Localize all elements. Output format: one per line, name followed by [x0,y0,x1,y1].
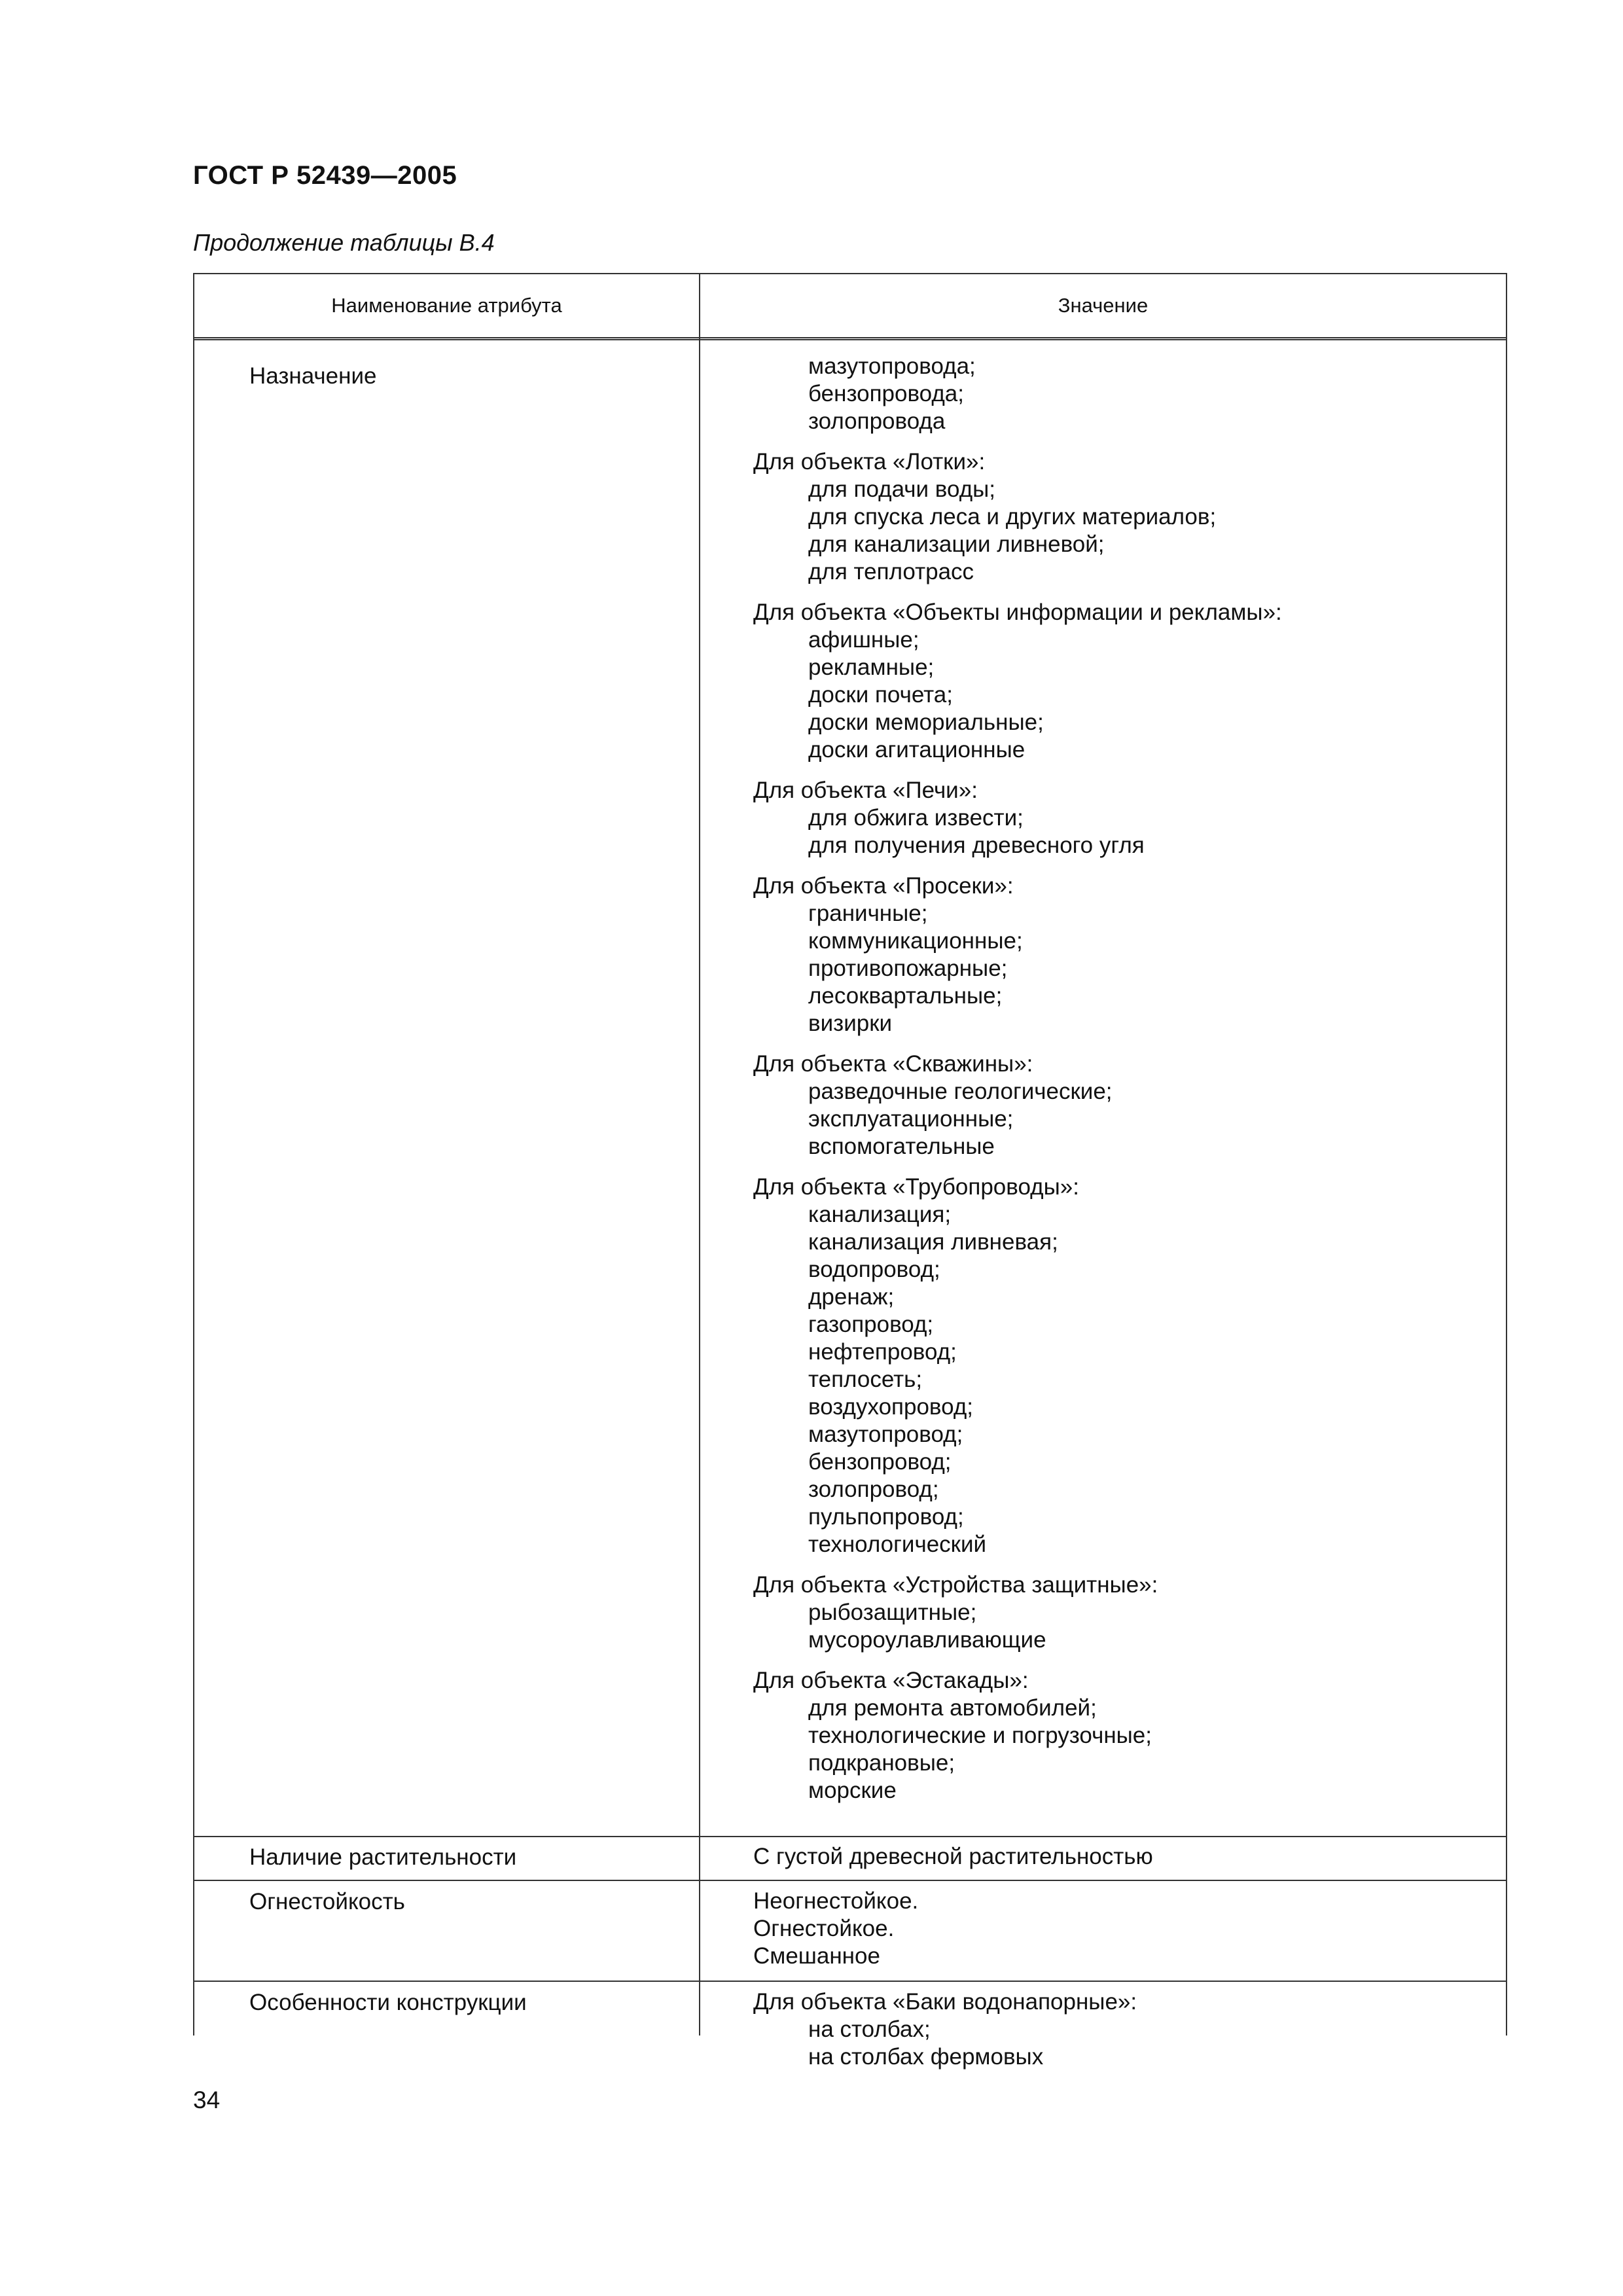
value-line: С густой древесной растительностью [753,1844,1153,1869]
object-heading: Для объекта «Баки водонапорные»: [753,1989,1137,2015]
value-cell [753,1888,918,1970]
value-group [753,448,1282,586]
document-code: ГОСТ Р 52439—2005 [193,161,457,190]
value-item: мазутопровод; [808,1422,963,1447]
value-group [753,1571,1282,1654]
value-item: для канализации ливневой; [808,531,1105,557]
table-row [194,1836,1506,1881]
value-cell [753,1988,1137,2084]
column-header-attribute: Наименование атрибута [331,294,562,317]
table-caption: Продолжение таблицы В.4 [193,229,495,256]
value-item: граничные; [808,901,928,926]
object-heading: Для объекта «Скважины»: [753,1051,1033,1077]
object-heading: Для объекта «Эстакады»: [753,1668,1029,1693]
value-item: доски почета; [808,682,953,708]
value-item: водопровод; [808,1257,940,1282]
value-group [753,353,1282,435]
value-item: газопровод; [808,1312,934,1337]
value-item: подкрановые; [808,1750,955,1776]
value-group [753,777,1282,859]
value-group [753,1174,1282,1558]
value-group [753,1988,1137,2071]
object-heading: Для объекта «Печи»: [753,778,978,803]
value-item: на столбах фермовых [808,2044,1044,2070]
value-item: для ремонта автомобилей; [808,1695,1097,1721]
value-group [753,1667,1282,1804]
value-item: для спуска леса и других материалов; [808,504,1217,529]
value-group [753,599,1282,764]
value-item: для теплотрасс [808,559,974,584]
value-item: рыбозащитные; [808,1600,977,1625]
value-item: нефтепровод; [808,1339,957,1365]
value-item: дренаж; [808,1284,895,1310]
value-item: мусороулавливающие [808,1627,1046,1653]
value-item: для получения древесного угля [808,833,1145,858]
value-item: воздухопровод; [808,1394,973,1420]
object-heading: Для объекта «Устройства защитные»: [753,1572,1158,1598]
value-item: доски мемориальные; [808,709,1044,735]
value-cell [753,1843,1153,1871]
object-heading: Для объекта «Трубопроводы»: [753,1174,1079,1200]
value-item: вспомогательные [808,1134,995,1159]
object-heading: Для объекта «Лотки»: [753,449,986,475]
value-item: бензопровода; [808,381,964,406]
value-item: канализация ливневая; [808,1229,1058,1255]
value-item: на столбах; [808,2017,931,2042]
value-item: бензопровод; [808,1449,952,1475]
value-group [753,1050,1282,1160]
value-item: для обжига извести; [808,805,1024,831]
value-item: золопровода [808,408,946,434]
attribute-name: Наличие растительности [249,1844,517,1870]
object-heading: Для объекта «Объекты информации и рекламы»: [753,600,1282,625]
value-item: мазутопровода; [808,353,976,379]
table-row [194,1880,1506,1982]
page-number: 34 [193,2087,221,2113]
value-item: для подачи воды; [808,476,995,502]
table-row [194,1981,1506,2070]
value-line: Огнестойкое. [753,1916,895,1941]
value-cell [753,353,1282,1818]
value-item: технологический [808,1532,987,1557]
value-line: Неогнестойкое. [753,1888,919,1914]
value-item: технологические и погрузочные; [808,1723,1152,1748]
value-item: пульпопровод; [808,1504,964,1530]
table-row [194,340,1506,1836]
object-heading: Для объекта «Просеки»: [753,873,1014,899]
value-group [753,872,1282,1037]
value-item: канализация; [808,1202,952,1227]
table-header [194,274,1506,340]
value-item: лесоквартальные; [808,983,1003,1009]
value-item: теплосеть; [808,1367,923,1392]
value-item: рекламные; [808,655,935,680]
attribute-name: Огнестойкость [249,1889,405,1914]
value-item: золопровод; [808,1477,939,1502]
attribute-name: Особенности конструкции [249,1990,527,2015]
value-item: коммуникационные; [808,928,1023,954]
value-item: визирки [808,1011,893,1036]
value-item: доски агитационные [808,737,1026,762]
value-item: противопожарные; [808,956,1008,981]
value-item: афишные; [808,627,919,653]
attribute-table [193,273,1507,2070]
value-item: разведочные геологические; [808,1079,1113,1104]
value-item: эксплуатационные; [808,1106,1014,1132]
value-item: морские [808,1778,897,1803]
attribute-name: Назначение [249,363,377,389]
value-line: Смешанное [753,1943,880,1969]
column-header-value: Значение [1058,294,1149,317]
